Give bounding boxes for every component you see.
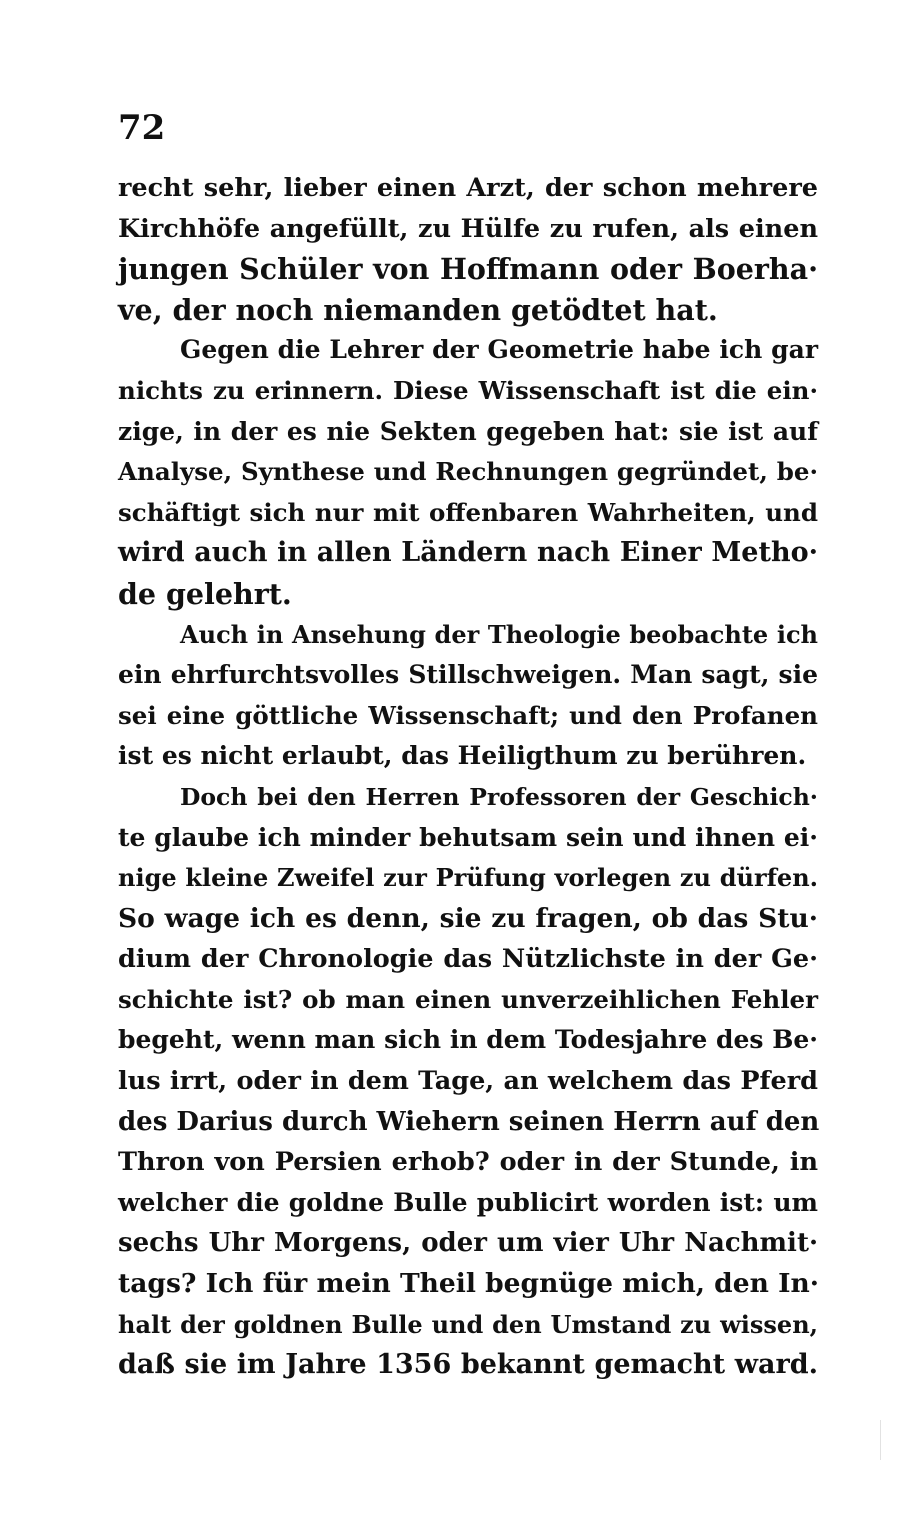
text-line: So wage ich es denn, sie zu fragen, ob das Stu· bbox=[118, 902, 818, 934]
paragraph-first-line: Gegen die Lehrer der Geometrie habe ich gar bbox=[180, 335, 818, 365]
text-line: Analyse, Synthese und Rechnungen gegründet, be· bbox=[118, 457, 818, 487]
page-number: 72 bbox=[118, 108, 166, 148]
text-line: schichte ist? ob man einen unverzeihlichen Fehler bbox=[118, 984, 818, 1014]
text-line: sechs Uhr Morgens, oder um vier Uhr Nachmit· bbox=[118, 1228, 818, 1259]
text-line: ein ehrfurchtsvolles Stillschweigen. Man sagt, sie bbox=[118, 660, 818, 690]
page-edge-mark bbox=[880, 1420, 881, 1460]
text-line: dium der Chronologie das Nützlichste in der Ge· bbox=[118, 944, 818, 975]
text-line: des Darius durch Wiehern seinen Herrn auf den bbox=[118, 1106, 820, 1137]
paragraph-first-line: Auch in Ansehung der Theologie beobachte ich bbox=[180, 619, 818, 649]
text-line: halt der goldnen Bulle und den Umstand zu wissen, bbox=[118, 1309, 818, 1339]
text-line: jungen Schüler von Hoffmann oder Boerha· bbox=[118, 252, 818, 287]
text-line: te glaube ich minder behutsam sein und ihnen ei· bbox=[118, 822, 818, 852]
text-line: welcher die goldne Bulle publicirt worden ist: um bbox=[118, 1187, 818, 1217]
text-line: tags? Ich für mein Theil begnüge mich, den In· bbox=[118, 1268, 819, 1300]
paragraph-first-line: Doch bei den Herren Professoren der Geschich· bbox=[180, 782, 818, 811]
text-line: zige, in der es nie Sekten gegeben hat: sie ist auf bbox=[118, 416, 818, 446]
text-line: sei eine göttliche Wissenschaft; und den Profanen bbox=[118, 700, 818, 730]
text-line: nige kleine Zweifel zur Prüfung vorlegen zu dürfen. bbox=[118, 863, 818, 893]
text-line: daß sie im Jahre 1356 bekannt gemacht ward. bbox=[118, 1349, 818, 1381]
text-line: begeht, wenn man sich in dem Todesjahre des Be· bbox=[118, 1025, 818, 1055]
text-line: recht sehr, lieber einen Arzt, der schon mehrere bbox=[118, 173, 818, 203]
text-line: ist es nicht erlaubt, das Heiligthum zu berühren. bbox=[118, 741, 807, 771]
text-line: nichts zu erinnern. Diese Wissenschaft ist die ein· bbox=[118, 375, 818, 405]
text-line: Thron von Persien erhob? oder in der Stunde, in bbox=[118, 1147, 818, 1178]
body-text bbox=[118, 168, 818, 1386]
text-line: schäftigt sich nur mit offenbaren Wahrheiten, und bbox=[118, 497, 818, 527]
text-line: ve, der noch niemanden getödtet hat. bbox=[118, 292, 718, 327]
text-line: lus irrt, oder in dem Tage, an welchem das Pferd bbox=[118, 1066, 818, 1097]
text-line: de gelehrt. bbox=[118, 576, 292, 611]
text-line: Kirchhöfe angefüllt, zu Hülfe zu rufen, als einen bbox=[118, 213, 818, 244]
text-line: wird auch in allen Ländern nach Einer Metho· bbox=[118, 537, 818, 569]
